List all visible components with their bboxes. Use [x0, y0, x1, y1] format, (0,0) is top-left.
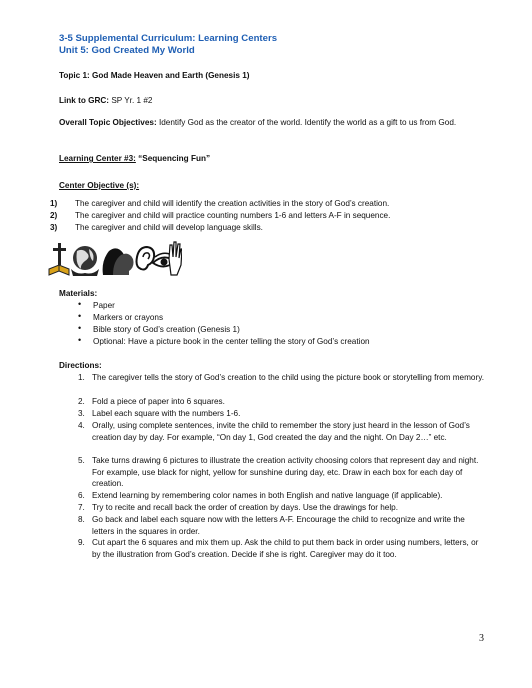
link-label: Link to GRC:	[59, 96, 110, 105]
cross-bible-icon	[49, 243, 69, 275]
materials-label: Materials:	[59, 289, 98, 298]
curriculum-header	[59, 33, 277, 57]
list-item: 2) The caregiver and child will practice counting numbers 1-6 and letters A-F in sequence.	[50, 211, 391, 220]
globe-hands-icon	[71, 246, 99, 276]
overall-text: Identify God as the creator of the world. Identify the world as a gift to us from God.	[158, 118, 457, 127]
learning-style-icons	[47, 239, 182, 279]
list-item: • Bible story of God’s creation (Genesis 1)	[78, 323, 240, 334]
list-item: 6. Extend learning by remembering color names in both English and native language (if applicable).	[78, 491, 443, 500]
list-item: 2. Fold a piece of paper into 6 squares.	[78, 397, 225, 406]
header-title: 3-5 Supplemental Curriculum: Learning Centers	[59, 33, 278, 44]
overall-label: Overall Topic Objectives:	[59, 118, 157, 127]
overall-objectives	[59, 117, 479, 128]
hand-icon	[169, 242, 182, 275]
center-objective-label: Center Objective (s):	[59, 181, 140, 190]
list-item: 3) The caregiver and child will develop language skills.	[50, 223, 263, 232]
topic-line: Topic 1: God Made Heaven and Earth (Genesis 1)	[59, 71, 250, 80]
ear-icon	[137, 247, 155, 270]
header-unit: Unit 5: God Created My World	[59, 45, 195, 56]
link-line	[59, 95, 152, 106]
learning-center-line	[59, 153, 210, 164]
list-item: 5. Take turns drawing 6 pictures to illustrate the creation activity choosing colors that represent day and night. For example, use black for night, yellow for sunshine during day, etc. Draw in each box for each day of creation.	[78, 456, 479, 489]
list-item: 9. Cut apart the 6 squares and mix them up. Ask the child to put them back in order using numbers, letters, or by the illustration from God’s creation. Decide if she is right. Caregiver may do it too.	[78, 538, 479, 559]
list-item: 1. The caregiver tells the story of God’s creation to the child using the picture book or storytelling from memory.	[78, 373, 484, 382]
list-item: • Markers or crayons	[78, 311, 164, 322]
learning-center-title: “Sequencing Fun”	[138, 154, 211, 163]
list-item: 7. Try to recite and recall back the order of creation by days. Use the drawings for help.	[78, 503, 398, 512]
list-item: 1) The caregiver and child will identify the creation activities in the story of God’s creation.	[50, 199, 390, 208]
list-item: 8. Go back and label each square now with the letters A-F. Encourage the child to recognize and write the letters in the squares in order.	[78, 515, 465, 536]
list-item: 3. Label each square with the numbers 1-6.	[78, 409, 241, 418]
learning-center-label: Learning Center #3:	[59, 154, 136, 163]
link-value: SP Yr. 1 #2	[111, 96, 153, 105]
heads-icon	[103, 248, 134, 275]
list-item: • Paper	[78, 299, 115, 310]
list-item: 4. Orally, using complete sentences, invite the child to remember the story just heard in the lesson of God’s creation day by day. For example, “On day 1, God created the day and the night. On Day 2…” etc.	[78, 421, 470, 442]
directions-label: Directions:	[59, 361, 102, 370]
list-item: • Optional: Have a picture book in the center telling the story of God’s creation	[78, 335, 370, 346]
page-number: 3	[479, 633, 484, 644]
